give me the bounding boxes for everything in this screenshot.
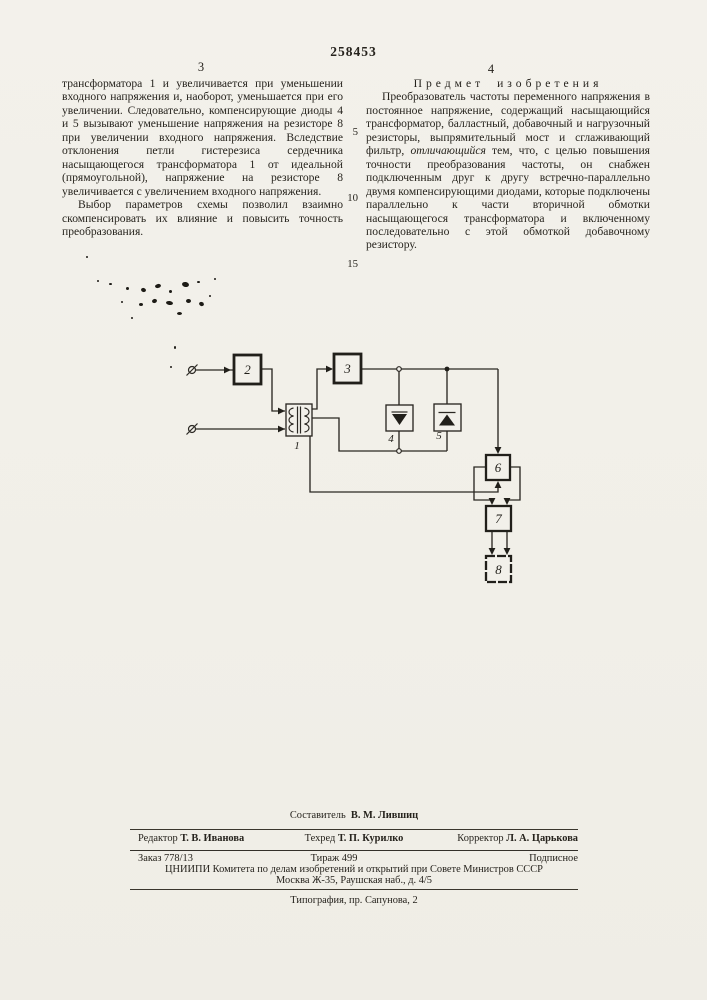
editors-line [128, 833, 580, 846]
printer-line: Типография, пр. Сапунова, 2 [290, 894, 418, 906]
junction-open-top [397, 367, 402, 372]
block-6 [486, 455, 510, 480]
corrector-cell [457, 833, 578, 844]
org-line-2: Москва Ж-35, Раушская наб., д. 4/5 [276, 874, 432, 886]
claim-paragraph [366, 90, 650, 251]
svg-text:5: 5 [436, 430, 442, 442]
input-terminal-top [187, 365, 198, 376]
junction-open-bottom [397, 449, 402, 454]
circuit-diagram [160, 335, 540, 595]
claim-text-before: Преобразователь частоты переменного напряжения в постоянное напряжение, содержащий насыщающийся трансформатор, балластный, добавочный и нагрузочный резисторы, выпрямительный мост и сглаживающий фильтр, [366, 90, 650, 158]
left-paragraph-1: трансформатора 1 и увеличивается при уменьшении входного напряжения и, наоборот, уменьшается при его увеличении. Следовательно, компенсирующие диоды 4 и 5 вызывают уменьшение напряжения на резисторе 8 при увеличении входного напряжения. Вследствие отклонения петли гистерезиса сердечника насыщающегося трансформатора 1 от идеальной (прямоугольной), напряжение на резисторе 8 увеличивается с увеличением входного напряжения. [62, 77, 343, 198]
compiler-name: В. М. Лившиц [350, 810, 419, 821]
corrector-label: Корректор [457, 833, 504, 844]
compiler-label: Составитель [289, 810, 346, 821]
page-number-left: 3 [197, 60, 205, 74]
input-terminal-bottom [187, 424, 198, 435]
order-number: Заказ 778/13 [138, 853, 193, 864]
block-8 [486, 556, 511, 582]
arrowheads [224, 366, 510, 555]
svg-text:6: 6 [494, 460, 502, 475]
svg-text:7: 7 [495, 511, 502, 526]
techred-label: Техред [304, 833, 336, 844]
corrector-name: Л. А. Царькова [506, 833, 578, 844]
editor-name: Т. В. Иванова [180, 833, 245, 844]
compiler-line [128, 810, 580, 821]
wires [196, 369, 520, 553]
block-2 [234, 355, 261, 384]
editor-label: Редактор [138, 833, 178, 844]
svg-text:2: 2 [244, 362, 251, 377]
page-number-right: 4 [487, 62, 495, 76]
margin-line-number-5: 5 [352, 126, 358, 138]
footer-rule-3 [130, 889, 578, 890]
claim-text-italic: отличающийся [410, 144, 486, 158]
block-7 [486, 506, 511, 531]
left-column [62, 77, 343, 238]
margin-line-number-10: 10 [347, 192, 358, 204]
svg-text:8: 8 [495, 562, 502, 577]
imprint-footer [128, 810, 580, 920]
transformer-1 [286, 404, 312, 452]
margin-line-number-15: 15 [347, 258, 358, 270]
patent-number: 258453 [330, 44, 377, 59]
footer-rule-2 [130, 850, 578, 851]
left-paragraph-2: Выбор параметров схемы позволил взаимно скомпенсировать их влияние и повысить точность преобразования. [62, 198, 343, 238]
podpisnoe: Подписное [529, 853, 578, 864]
block-3 [334, 354, 361, 383]
claim-text-after: тем, что, с целью повышения точности преобразования частоты, он снабжен подключенным друг к другу встречно-параллельно двумя компенсирующими диодами, которые подключены параллельно к части вторичной обмотки насыщающегося трансформатора и включенному последовательно с этой обмоткой добавочному резистору. [366, 144, 650, 252]
svg-text:1: 1 [294, 440, 300, 452]
svg-text:3: 3 [344, 361, 351, 376]
right-column [366, 77, 650, 252]
tirazh: Тираж 499 [310, 853, 358, 864]
svg-text:4: 4 [388, 433, 394, 445]
section-heading: Предмет изобретения [413, 77, 603, 90]
techred-name: Т. П. Курилко [337, 833, 404, 844]
footer-rule-1 [130, 829, 578, 830]
org-line-1: ЦНИИПИ Комитета по делам изобретений и открытий при Совете Министров СССР [165, 863, 543, 875]
junction-filled-top [445, 367, 450, 372]
